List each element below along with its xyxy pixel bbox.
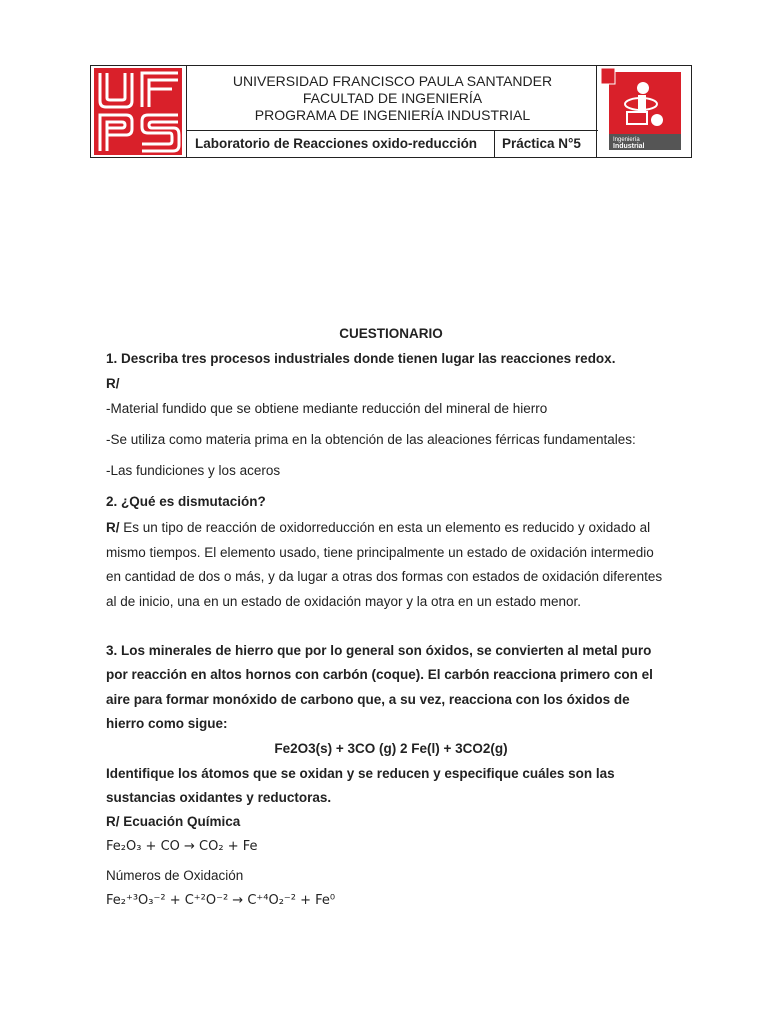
lab-title: Laboratorio de Reacciones oxido-reducción: [187, 131, 495, 157]
industrial-logo-cell: [596, 66, 691, 157]
reaction-equation: Fe2O3(s) + 3CO (g) 2 Fe(l) + 3CO2(g): [274, 741, 508, 756]
question-3-tail-1: Identifique los átomos que se oxidan y se reducen y especifique cuáles son las: [106, 766, 615, 781]
ufps-logo-cell: [91, 66, 187, 157]
answer-3-label: R/ Ecuación Química: [106, 814, 241, 829]
question-3-line-1: 3. Los minerales de hierro que por lo general son óxidos, se convierten al metal puro: [106, 643, 652, 658]
answer-2-line-2: mismo tiempos. El elemento usado, tiene principalmente un estado de oxidación intermedio: [106, 545, 654, 560]
answer-2-label: R/: [106, 520, 120, 535]
chemical-equation: Fe₂O₃ + CO → CO₂ + Fe: [106, 839, 258, 854]
logo-caption-1: Ingeniería: [613, 137, 640, 143]
question-1: 1. Describa tres procesos industriales donde tienen lugar las reacciones redox.: [106, 351, 616, 366]
answer-1-label: R/: [106, 376, 120, 391]
question-3-tail-2: sustancias oxidantes y reductoras.: [106, 790, 332, 805]
faculty-name: FACULTAD DE INGENIERÍA: [302, 90, 483, 106]
answer-2-line-4: al de inicio, una en un estado de oxidación mayor y la otra en un estado menor.: [106, 594, 582, 609]
oxidation-equation: Fe₂⁺³O₃⁻² + C⁺²O⁻² → C⁺⁴O₂⁻² + Fe⁰: [106, 893, 336, 908]
header-title-cell: [187, 66, 598, 131]
industrial-engineering-logo: [601, 68, 685, 154]
answer-2-line-3: en cantidad de dos o más, y da lugar a otras dos formas con estados de oxidación diferentes: [106, 569, 663, 584]
answer-2-line-1: [106, 520, 676, 535]
program-name: PROGRAMA DE INGENIERÍA INDUSTRIAL: [254, 107, 531, 123]
answer-1-item-1: -Material fundido que se obtiene mediante reducción del mineral de hierro: [106, 401, 548, 416]
practice-number: Práctica N°5: [502, 136, 581, 151]
logo-caption-2: Industrial: [613, 143, 645, 150]
ufps-logo: [92, 67, 186, 156]
question-3-line-2: por reacción en altos hornos con carbón (coque). El carbón reacciona primero con el: [106, 667, 653, 682]
answer-2-text-1: Es un tipo de reacción de oxidorreducción en esta un elemento es reducido y oxidado al: [119, 520, 651, 535]
question-3-line-3: aire para formar monóxido de carbono que, a su vez, reacciona con los óxidos de: [106, 692, 630, 707]
oxidation-numbers-label: Números de Oxidación: [106, 868, 244, 883]
answer-1-item-3: -Las fundiciones y los aceros: [106, 463, 281, 478]
section-title: CUESTIONARIO: [339, 326, 443, 341]
university-name: UNIVERSIDAD FRANCISCO PAULA SANTANDER: [232, 73, 553, 89]
document-header: [90, 65, 692, 158]
answer-1-item-2: -Se utiliza como materia prima en la obtención de las aleaciones férricas fundamentales:: [106, 432, 636, 447]
question-2: 2. ¿Qué es dismutación?: [106, 494, 266, 509]
question-3-line-4: hierro como sigue:: [106, 716, 228, 731]
